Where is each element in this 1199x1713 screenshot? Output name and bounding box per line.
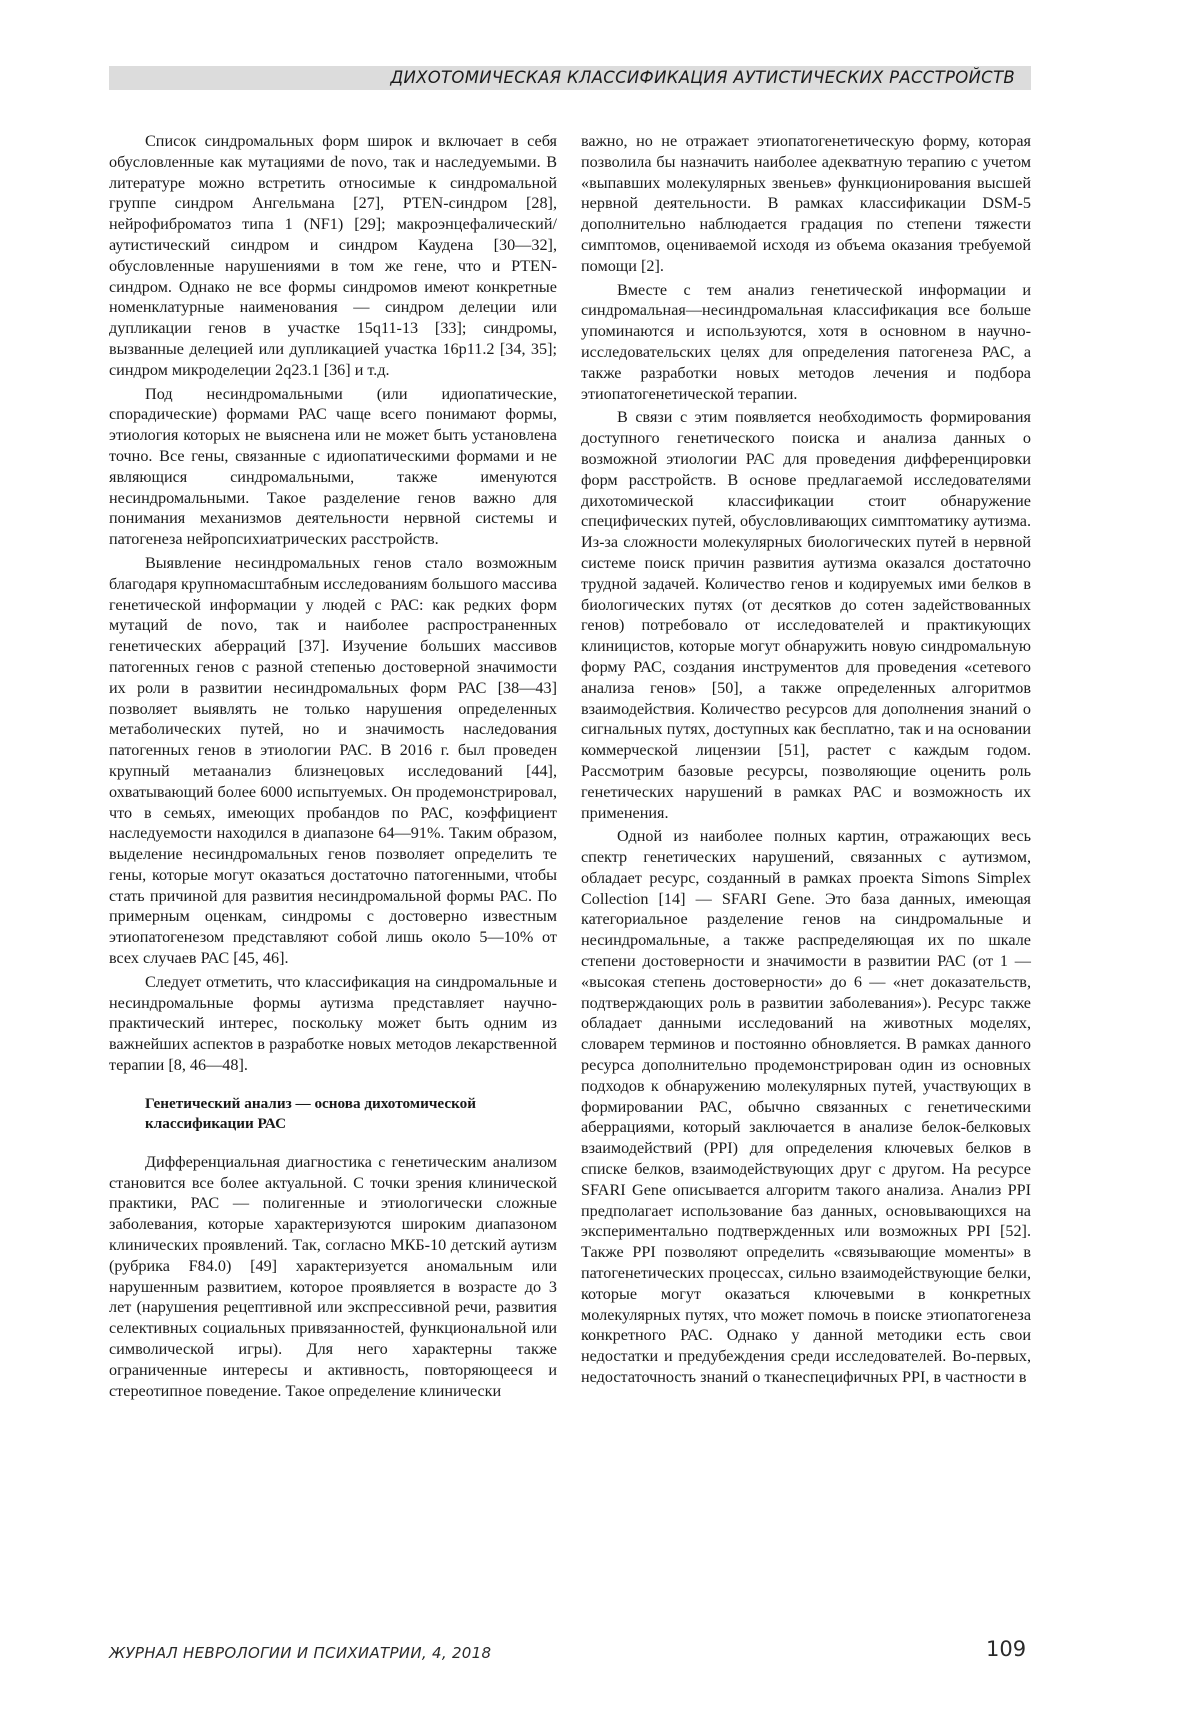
- right-column: [581, 131, 1031, 1388]
- paragraph: Список синдромальных форм широк и включает в себя обусловленные как мутациями de novo, так и наследуемыми. В литературе можно встретить относимые к синдромальной группе синдром Ангельмана [27], PTEN-синдром [28], нейрофиброматоз типа 1 (NF1) [29]; макроэнцефалический/аутистический синдром и синдром Каудена [30—32], обусловленные нарушениями в том же гене, что и PTEN-синдром. Однако не все формы синдромов имеют конкретные номенклатурные наименования — синдром делеции или дупликации генов в участке 15q11-13 [33]; синдромы, вызванные делецией или дупликацией участка 16p11.2 [34, 35]; синдром микроделеции 2q23.1 [36] и т.д.: [109, 132, 557, 379]
- section-heading: Генетический анализ — основа дихотомической классификации РАС: [145, 1094, 476, 1133]
- paragraph: Под несиндромальными (или идиопатические, спорадические) формами РАС чаще всего понимают формы, этиология которых не выяснена или не может быть установлена точно. Все гены, связанные с идиопатическими формами и не являющися синдромальными, также именуются несиндромальными. Такое разделение генов важно для понимания механизмов деятельности нервной системы и патогенеза нейропсихиатрических расстройств.: [109, 384, 557, 549]
- running-header-title: ДИХОТОМИЧЕСКАЯ КЛАССИФИКАЦИЯ АУТИСТИЧЕСКИХ РАССТРОЙСТВ: [390, 68, 1015, 87]
- paragraph: важно, но не отражает этиопатогенетическую форму, которая позволила бы назначить наиболее адекватную терапию с учетом «выпавших молекулярных звеньев» функционирования высшей нервной деятельности. В рамках классификации DSM-5 дополнительно наблюдается градация по степени тяжести симптомов, оцениваемой исходя из объема оказания требуемой помощи [2].: [581, 132, 1031, 275]
- paragraph: Одной из наиболее полных картин, отражающих весь спектр генетических нарушений, связанных с аутизмом, обладает ресурс, созданный в рамках проекта Simons Simplex Collection [14] — SFARI Gene. Это база данных, имеющая категориальное разделение генов на синдромальные и несиндромальные, а также распределяющая их по шкале степени достоверности и значимости в развитии РАС (от 1 — «высокая степень достоверности» до 6 — «нет доказательств, подтверждающих роль в развитии заболевания»). Ресурс также обладает данными исследований на животных моделях, словарем терминов и постоянно обновляется. В рамках данного ресурса дополнительно продемонстрирован один из основных подходов к обнаружению молекулярных путей, участвующих в формировании РАС, обычно связанных с генетическими аберрациями, который заключается в анализе белок-белковых взаимодействий (PPI) для определения ключевых белков в списке белков, взаимодействующих друг с другом. На ресурсе SFARI Gene описывается алгоритм такого анализа. Анализ PPI предполагает использование баз данных, основывающихся на экспериментально подтвержденных или возможных PPI [52]. Также PPI позволяют определить «связывающие моменты» в патогенетических процессах, сильно взаимодействующие белки, которые могут оказаться ключевыми в конкретных молекулярных путях, что может помочь в поиске этиопатогенеза конкретного РАС. Однако у данной методики есть свои недостатки и предубеждения среди исследователей. Во-первых, недостаточность знаний о тканеспецифичных PPI, в частности в: [581, 827, 1031, 1387]
- paragraph: Дифференциальная диагностика с генетическим анализом становится все более актуальной. С точки зрения клинической практики, РАС — полигенные и этиологически сложные заболевания, которые характеризуются широким диапазоном клинических проявлений. Так, согласно МКБ-10 детский аутизм (рубрика F84.0) [49] характеризуется аномальным или нарушенным развитием, которое проявляется в возрасте до 3 лет (нарушения рецептивной или экспрессивной речи, развития селективных социальных привязанностей, функциональной или символической игры). Для него характерны также ограниченные интересы и активность, повторяющееся и стереотипное поведение. Такое определение клинически: [109, 1152, 557, 1400]
- paragraph: Выявление несиндромальных генов стало возможным благодаря крупномасштабным исследованиям большого массива генетической информации у людей с РАС: как редких форм мутаций de novo, так и наиболее распространенных генетических аберраций [37]. Изучение больших массивов патогенных генов с разной степенью достоверной значимости их роли в развитии несиндромальных форм РАС [38—43] позволяет выявлять не только нарушения определенных метаболических путей, но и значимость наследования патогенных генов в этиологии РАС. В 2016 г. был проведен крупный метаанализ близнецовых исследований [44], охватывающий более 6000 испытуемых. Он продемонстрировал, что в семьях, имеющих пробандов по РАС, коэффициент наследуемости находился в диапазоне 64—91%. Таким образом, выделение несиндромальных генов позволяет определить те гены, которые могут оказаться достаточно патогенными, чтобы стать причиной для развития несиндромальной формы РАС. По примерным оценкам, синдромы с достоверно известным этиопатогенезом представляют собой лишь около 5—10% от всех случаев РАС [45, 46].: [109, 553, 557, 968]
- paragraph: В связи с этим появляется необходимость формирования доступного генетического поиска и анализа данных о возможной этиологии РАС для проведения дифференцировки форм расстройств. В основе предлагаемой исследователями дихотомической классификации стоит обнаружение специфических путей, обусловливающих симптоматику аутизма. Из-за сложности молекулярных биологических путей в нервной системе поиск причин развития аутизма оказался достаточно трудной задачей. Количество генов и кодируемых ими белков в биологических путях (от десятков до сотен задействованных генов) потребовало от исследователей и практикующих клиницистов, которые могут обнаружить новую синдромальную форму РАС, создания инструментов для проведения «сетевого анализа генов» [50], а также определенных алгоритмов взаимодействия. Количество ресурсов для дополнения знаний о сигнальных путях, доступных как бесплатно, так и на основании коммерческой лицензии [51], растет с каждым годом. Рассмотрим базовые ресурсы, позволяющие оценить роль генетических нарушений в рамках РАС и возможность их применения.: [581, 408, 1031, 822]
- page-number: 109: [986, 1637, 1027, 1661]
- paragraph: Вместе с тем анализ генетической информации и синдромальная—несиндромальная классификация все больше упоминаются и используются, хотя в основном в научно-исследовательских целях для определения патогенеза РАС, а также разработки новых методов лечения и подбора этиопатогенетической терапии.: [581, 280, 1031, 403]
- paragraph: Следует отметить, что классификация на синдромальные и несиндромальные формы аутизма представляет научно-практический интерес, поскольку может быть одним из важнейших аспектов в разработке новых методов лекарственной терапии [8, 46—48].: [109, 972, 557, 1075]
- footer-journal-name: ЖУРНАЛ НЕВРОЛОГИИ И ПСИХИАТРИИ, 4, 2018: [109, 1644, 492, 1662]
- running-header-bar: [109, 66, 1031, 90]
- left-column: [109, 131, 557, 1401]
